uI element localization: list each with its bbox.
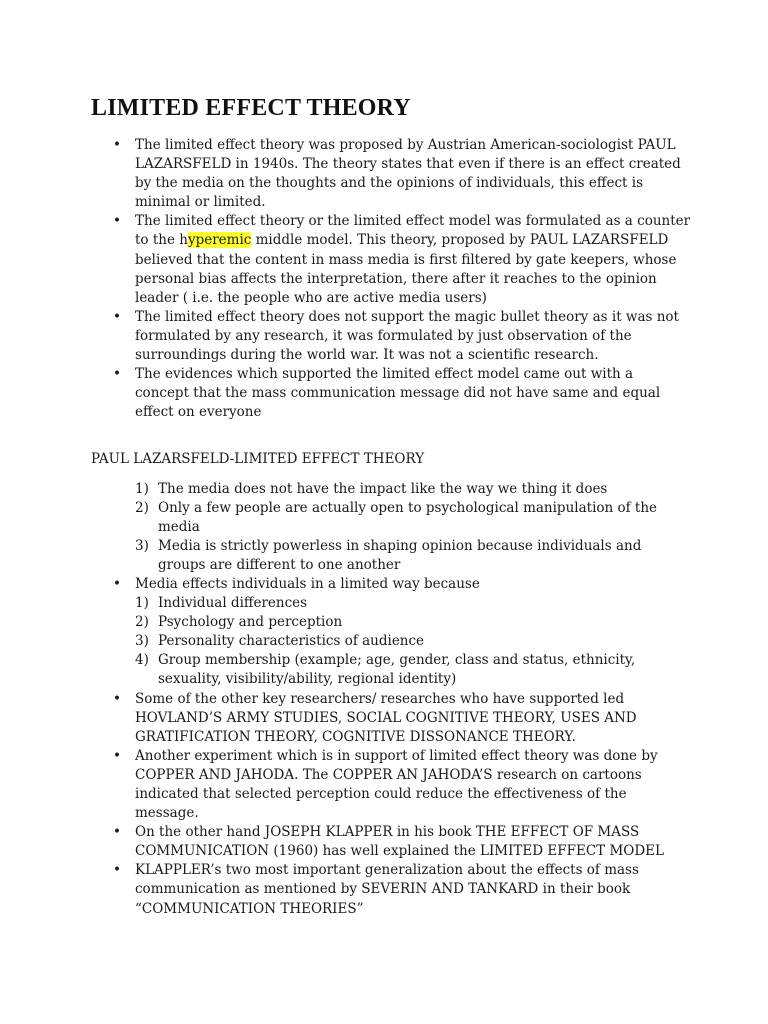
bullet-text: KLAPPLER’s two most important generalization about the effects of mass communication as mentioned by SEVERIN AND TANKARD in their book “COMMUNICATION THEORIES” <box>135 862 639 917</box>
bullet-item <box>91 365 691 422</box>
numbered-item <box>91 632 691 651</box>
numbered-item <box>91 613 691 632</box>
bullet-text: Media effects individuals in a limited way because <box>135 575 480 592</box>
bullet-item <box>91 823 691 861</box>
item-text: Individual differences <box>158 595 308 612</box>
bullet-item <box>91 861 691 918</box>
bullet-text: Some of the other key researchers/ researches who have supported led HOVLAND’S ARMY STUDIES, SOCIAL COGNITIVE THEORY, USES AND GRATIFICATION THEORY, COGNITIVE DISSONANCE THEORY. <box>135 690 637 745</box>
bullet-text-after: middle model. This theory, proposed by PAUL LAZARSFELD believed that the content in mass media is first filtered by gate keepers, whose personal bias affects the interpretation, there after it reaches to the opinion leader ( i.e. the people who are active media users) <box>135 232 677 306</box>
item-text: Group membership (example; age, gender, class and status, ethnicity, sexuality, visibility/ability, regional identity) <box>158 652 636 688</box>
bullet-text: The evidences which supported the limited effect model came out with a concept that the mass communication message did not have same and equal effect on everyone <box>135 366 661 421</box>
item-number: 2) <box>135 499 149 516</box>
bullet-text: On the other hand JOSEPH KLAPPER in his book THE EFFECT OF MASS COMMUNICATION (1960) has well explained the LIMITED EFFECT MODEL <box>135 824 665 860</box>
bullet-glyph: • <box>113 690 121 707</box>
document-body <box>91 136 691 919</box>
bullet-glyph: • <box>113 575 121 592</box>
bullet-glyph: • <box>113 747 121 764</box>
item-number: 3) <box>135 537 149 554</box>
item-number: 3) <box>135 633 149 650</box>
numbered-item <box>91 480 691 499</box>
bullet-text-before: The limited effect theory or the limited effect model was formulated as a counter to the h <box>135 213 691 249</box>
bullet-item <box>91 747 691 823</box>
highlighted-word: yperemic <box>187 232 252 249</box>
bullet-glyph: • <box>113 824 121 841</box>
bullet-text: The limited effect theory does not support the magic bullet theory as it was not formulated by any research, it was formulated by just observation of the surroundings during the world war. It was not a scientific research. <box>135 308 679 364</box>
numbered-item <box>91 499 691 537</box>
bullet-glyph: • <box>113 862 121 879</box>
bullet-glyph: • <box>113 308 121 325</box>
item-text: Psychology and perception <box>158 614 343 631</box>
bullet-item <box>91 575 691 594</box>
item-number: 2) <box>135 614 149 631</box>
bullet-text <box>135 213 690 305</box>
item-number: 1) <box>135 595 149 612</box>
numbered-item <box>91 651 691 689</box>
item-text: The media does not have the impact like the way we thing it does <box>158 480 608 497</box>
bullet-text: Another experiment which is in support of limited effect theory was done by COPPER AND JAHODA. The COPPER AN JAHODA’S research on cartoons indicated that selected perception could reduce the effectiveness of the message. <box>135 747 658 822</box>
bullet-glyph: • <box>113 213 121 230</box>
bullet-item <box>91 308 691 365</box>
item-text: Only a few people are actually open to psychological manipulation of the media <box>158 499 658 535</box>
bullet-glyph: • <box>113 366 121 383</box>
page-title: LIMITED EFFECT THEORY <box>91 95 411 121</box>
numbered-item <box>91 594 691 613</box>
bullet-item <box>91 690 691 747</box>
bullet-glyph: • <box>113 137 121 153</box>
section-heading: PAUL LAZARSFELD-LIMITED EFFECT THEORY <box>91 451 425 468</box>
item-number: 1) <box>135 480 149 497</box>
item-text: Media is strictly powerless in shaping opinion because individuals and groups are different to one another <box>158 537 642 573</box>
bullet-text: The limited effect theory was proposed by Austrian American-sociologist PAUL LAZARSFELD in 1940s. The theory states that even if there is an effect created by the media on the thoughts and the opinions of individuals, this effect is minimal or limited. <box>135 137 681 211</box>
bullet-item <box>91 212 691 307</box>
bullet-item <box>91 136 691 212</box>
item-text: Personality characteristics of audience <box>158 633 425 650</box>
item-number: 4) <box>135 652 149 669</box>
numbered-item <box>91 537 691 575</box>
